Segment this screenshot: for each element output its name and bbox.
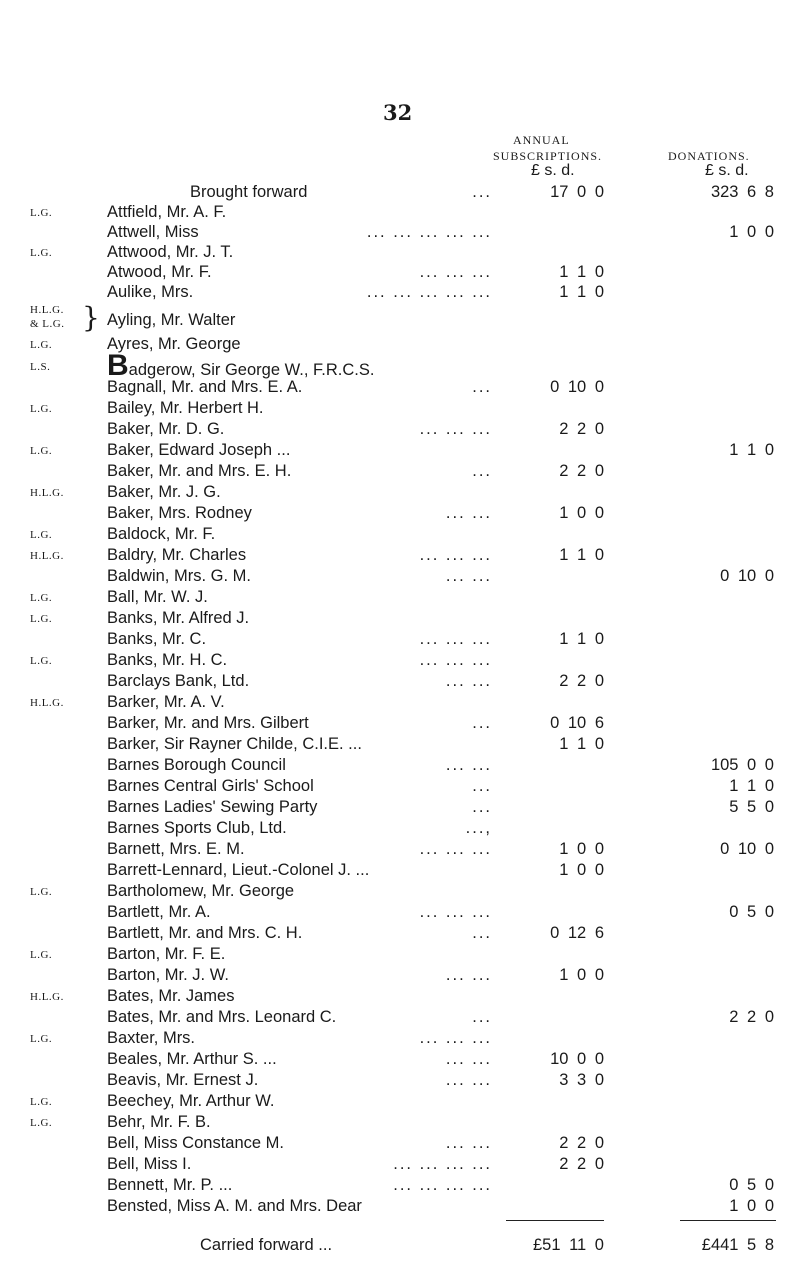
entry-name: Badgerow, Sir George W., F.R.C.S.: [107, 349, 375, 382]
leader-dots: ...: [472, 378, 492, 396]
entry-name: Behr, Mr. F. B.: [107, 1113, 211, 1131]
subscription-amount: 1 0 0: [559, 840, 604, 858]
leader-dots: ...: [472, 714, 492, 732]
entry-name: Banks, Mr. C.: [107, 630, 207, 648]
membership-tag: L.G.: [30, 207, 53, 219]
entry-name: Attfield, Mr. A. F.: [107, 203, 227, 221]
ledger-row: [0, 377, 800, 397]
membership-tag: H.L.G. & L.G.: [30, 304, 65, 330]
ledger-row: [0, 713, 800, 733]
membership-tag: L.G.: [30, 339, 53, 351]
ledger-row: [0, 1028, 800, 1048]
entry-name: Barnett, Mrs. E. M.: [107, 840, 245, 858]
subscription-amount: 1 1 0: [559, 283, 604, 301]
entry-name: Baldock, Mr. F.: [107, 525, 216, 543]
leader-dots: ... ...: [445, 756, 492, 774]
drop-cap-letter: B: [107, 349, 129, 382]
subscriptions-header-line2: SUBSCRIPTIONS.: [493, 149, 603, 163]
leader-dots: ... ... ...: [419, 420, 492, 438]
ledger-row: [0, 965, 800, 985]
subscription-amount: 0 10 0: [550, 378, 604, 396]
membership-tag: H.L.G.: [30, 487, 64, 499]
ledger-row: [0, 282, 800, 302]
entry-name: Aulike, Mrs.: [107, 283, 194, 301]
leader-dots: ... ... ... ...: [393, 1155, 492, 1173]
leader-dots: ... ...: [445, 966, 492, 984]
ledger-row: [0, 818, 800, 838]
ledger-row: [0, 629, 800, 649]
ledger-row: [0, 301, 800, 334]
subscription-amount: 1 0 0: [559, 966, 604, 984]
entry-name: Ball, Mr. W. J.: [107, 588, 208, 606]
leader-dots: ...,: [465, 819, 492, 837]
ledger-row: [0, 650, 800, 670]
membership-tag: L.G.: [30, 655, 53, 667]
subscription-amount: 2 2 0: [559, 420, 604, 438]
entry-name: Ayres, Mr. George: [107, 335, 241, 353]
subscription-amount: 1 0 0: [559, 861, 604, 879]
membership-tag: L.G.: [30, 445, 53, 457]
membership-tag: L.G.: [30, 613, 53, 625]
entry-name: Baker, Mr. J. G.: [107, 483, 221, 501]
ledger-row: [0, 440, 800, 460]
ledger-row: [0, 461, 800, 481]
ledger-row: [0, 419, 800, 439]
membership-tag: L.S.: [30, 361, 51, 373]
subscription-amount: 17 0 0: [550, 183, 604, 201]
ledger-row: [0, 1049, 800, 1069]
ledger-row: [0, 881, 800, 901]
subscription-amount: 1 1 0: [559, 735, 604, 753]
donation-amount: 323 6 8: [710, 183, 774, 201]
brought-forward-label: Brought forward: [190, 183, 308, 201]
subscription-amount: 3 3 0: [559, 1071, 604, 1089]
leader-dots: ...: [472, 462, 492, 480]
leader-dots: ... ...: [445, 1050, 492, 1068]
entry-name: Bensted, Miss A. M. and Mrs. Dear: [107, 1197, 362, 1215]
leader-dots: ...: [472, 798, 492, 816]
entry-name: Bates, Mr. James: [107, 987, 235, 1005]
ledger-row: [0, 923, 800, 943]
entry-name: Beechey, Mr. Arthur W.: [107, 1092, 275, 1110]
ledger-row: [0, 524, 800, 544]
donation-amount: 5 5 0: [729, 798, 774, 816]
leader-dots: ... ... ...: [419, 546, 492, 564]
subscription-amount: 10 0 0: [550, 1050, 604, 1068]
entry-name: Baker, Mrs. Rodney: [107, 504, 252, 522]
donation-amount: 1 1 0: [729, 777, 774, 795]
entry-name: Bennett, Mr. P. ...: [107, 1176, 233, 1194]
entry-name: Bell, Miss I.: [107, 1155, 192, 1173]
ledger-row: [0, 1154, 800, 1174]
ledger-row: [0, 1175, 800, 1195]
subscription-amount: 2 2 0: [559, 672, 604, 690]
leader-dots: ... ...: [445, 1071, 492, 1089]
ledger-row: [0, 986, 800, 1006]
ledger-row: [0, 860, 800, 880]
leader-dots: ...: [472, 924, 492, 942]
leader-dots: ... ... ... ...: [393, 1176, 492, 1194]
ledger-row: [0, 222, 800, 242]
ledger-row: [0, 734, 800, 754]
leader-dots: ... ...: [445, 1134, 492, 1152]
leader-dots: ... ... ...: [419, 840, 492, 858]
ledger-row: [0, 349, 800, 382]
entry-name: Barnes Borough Council: [107, 756, 286, 774]
ledger-row: [0, 482, 800, 502]
entry-name: Banks, Mr. Alfred J.: [107, 609, 250, 627]
entry-name: Baldry, Mr. Charles: [107, 546, 247, 564]
ledger-row: [0, 671, 800, 691]
entry-name: Barker, Mr. A. V.: [107, 693, 225, 711]
entry-name: Banks, Mr. H. C.: [107, 651, 228, 669]
subscriptions-units: £ s. d.: [531, 162, 575, 179]
entry-name: Barton, Mr. J. W.: [107, 966, 229, 984]
ledger-row: [0, 566, 800, 586]
membership-tag: H.L.G.: [30, 991, 64, 1003]
donation-amount: 1 0 0: [729, 1197, 774, 1215]
page-number: 32: [383, 100, 413, 125]
ledger-row: [0, 587, 800, 607]
ledger-row: [0, 797, 800, 817]
donation-amount: 1 0 0: [729, 223, 774, 241]
entry-name: Barrett-Lennard, Lieut.-Colonel J. ...: [107, 861, 370, 879]
leader-dots: ...: [472, 1008, 492, 1026]
carried-forward-label: Carried forward ...: [200, 1236, 333, 1254]
entry-name: Attwell, Miss: [107, 223, 199, 241]
entry-name: Baxter, Mrs.: [107, 1029, 196, 1047]
entry-name: Beavis, Mr. Ernest J.: [107, 1071, 259, 1089]
entry-name: Barnes Sports Club, Ltd.: [107, 819, 287, 837]
entry-name: Baldwin, Mrs. G. M.: [107, 567, 251, 585]
membership-tag: L.G.: [30, 886, 53, 898]
membership-tag: L.G.: [30, 529, 53, 541]
subscription-amount: 2 2 0: [559, 1134, 604, 1152]
ledger-row: [0, 1196, 800, 1216]
leader-dots: ... ... ...: [419, 651, 492, 669]
subscription-amount: 1 0 0: [559, 504, 604, 522]
subscription-amount: 1 1 0: [559, 546, 604, 564]
donation-amount: 105 0 0: [710, 756, 774, 774]
entry-name: Barton, Mr. F. E.: [107, 945, 226, 963]
entry-name: Ayling, Mr. Walter: [107, 311, 236, 329]
leader-dots: ... ... ...: [419, 903, 492, 921]
donation-amount: 0 5 0: [729, 1176, 774, 1194]
ledger-row: [0, 182, 800, 202]
entry-name: Baker, Edward Joseph ...: [107, 441, 291, 459]
subscription-amount: 1 1 0: [559, 630, 604, 648]
subscription-amount: 0 10 6: [550, 714, 604, 732]
donation-amount: 0 10 0: [720, 840, 774, 858]
membership-tag: L.G.: [30, 949, 53, 961]
membership-tag: H.L.G.: [30, 550, 64, 562]
subscription-amount: 1 1 0: [559, 263, 604, 281]
ledger-row: [0, 1007, 800, 1027]
entry-name: Barnes Central Girls' School: [107, 777, 314, 795]
entry-name: Bailey, Mr. Herbert H.: [107, 399, 264, 417]
ledger-row: [0, 755, 800, 775]
entry-name: Barnes Ladies' Sewing Party: [107, 798, 318, 816]
carried-forward-donations: £441 5 8: [701, 1236, 774, 1254]
membership-tag: L.G.: [30, 592, 53, 604]
leader-dots: ...: [472, 777, 492, 795]
subscription-amount: 2 2 0: [559, 462, 604, 480]
leader-dots: ... ...: [445, 672, 492, 690]
leader-dots: ... ...: [445, 567, 492, 585]
donations-units: £ s. d.: [705, 162, 749, 179]
ledger-row: [0, 902, 800, 922]
entry-name: Atwood, Mr. F.: [107, 263, 212, 281]
ledger-row: [0, 202, 800, 222]
donations-header: DONATIONS.: [668, 149, 750, 163]
leader-dots: ... ... ... ... ...: [366, 283, 492, 301]
ledger-row: [0, 608, 800, 628]
membership-tag: L.G.: [30, 1096, 53, 1108]
donation-amount: 2 2 0: [729, 1008, 774, 1026]
entry-name: Bagnall, Mr. and Mrs. E. A.: [107, 378, 303, 396]
carried-forward-subscriptions: £51 11 0: [532, 1236, 604, 1254]
entry-name: Baker, Mr. D. G.: [107, 420, 225, 438]
entry-name: Beales, Mr. Arthur S. ...: [107, 1050, 277, 1068]
entry-name: Baker, Mr. and Mrs. E. H.: [107, 462, 292, 480]
ledger-row: [0, 262, 800, 282]
entry-name: Bates, Mr. and Mrs. Leonard C.: [107, 1008, 337, 1026]
ledger-row: [0, 1091, 800, 1111]
donations-total-rule: [680, 1220, 776, 1221]
ledger-row: [0, 503, 800, 523]
donation-amount: 0 5 0: [729, 903, 774, 921]
entry-name: Barclays Bank, Ltd.: [107, 672, 250, 690]
ledger-row: [0, 839, 800, 859]
entry-name: Bartlett, Mr. A.: [107, 903, 211, 921]
subscriptions-header-line1: ANNUAL: [513, 133, 570, 147]
entry-name: Attwood, Mr. J. T.: [107, 243, 234, 261]
membership-tag: L.G.: [30, 247, 53, 259]
leader-dots: ... ... ... ... ...: [366, 223, 492, 241]
membership-tag: L.G.: [30, 1033, 53, 1045]
ledger-row: [0, 545, 800, 565]
leader-dots: ... ... ...: [419, 1029, 492, 1047]
ledger-row: [0, 776, 800, 796]
subscription-amount: 0 12 6: [550, 924, 604, 942]
ledger-row: [0, 1112, 800, 1132]
ledger-row: [0, 242, 800, 262]
subscriptions-total-rule: [506, 1220, 604, 1221]
entry-name: Bartholomew, Mr. George: [107, 882, 295, 900]
entry-name: Barker, Sir Rayner Childe, C.I.E. ...: [107, 735, 362, 753]
leader-dots: ... ...: [445, 504, 492, 522]
ledger-row: [0, 1070, 800, 1090]
membership-tag: L.G.: [30, 1117, 53, 1129]
leader-dots: ...: [472, 183, 492, 201]
ledger-row: [0, 944, 800, 964]
membership-tag: H.L.G.: [30, 697, 64, 709]
ledger-row: [0, 1133, 800, 1153]
membership-tag: L.G.: [30, 403, 53, 415]
subscription-amount: 2 2 0: [559, 1155, 604, 1173]
leader-dots: ... ... ...: [419, 263, 492, 281]
entry-name: Bell, Miss Constance M.: [107, 1134, 284, 1152]
leader-dots: ... ... ...: [419, 630, 492, 648]
brace-glyph: }: [82, 301, 100, 334]
ledger-row: [0, 398, 800, 418]
ledger-row: [0, 692, 800, 712]
donation-amount: 1 1 0: [729, 441, 774, 459]
entry-name: Bartlett, Mr. and Mrs. C. H.: [107, 924, 303, 942]
donation-amount: 0 10 0: [720, 567, 774, 585]
entry-name: Barker, Mr. and Mrs. Gilbert: [107, 714, 309, 732]
